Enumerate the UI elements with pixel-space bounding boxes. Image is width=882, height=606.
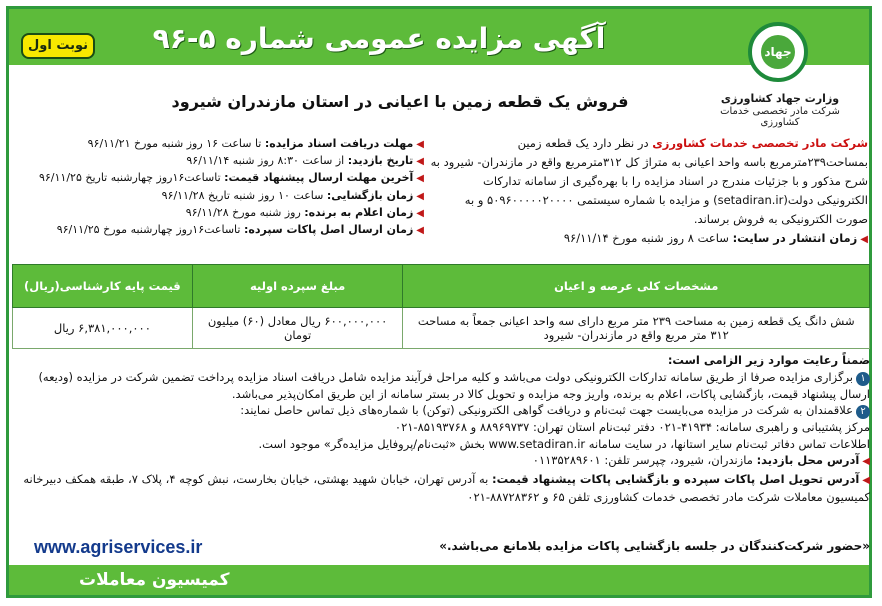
requirement-item: ۱برگزاری مزایده صرفا از طریق سامانه تدارکات الکترونیکی دولت می‌باشد و کلیه مراحل فرآیند مزایده شامل دریافت اسناد مزایده پرداخت تضمین شرکت در مزایده (ودیعه) ارسال پیشنهاد قیمت، بازگشایی پاکات، اعلام به برنده، واریز وجه مزایده و تحویل کالا در بستر سامانه از این طریق امکان‌پذیر می‌باشد. [38, 369, 870, 401]
registration-info: اطلاعات تماس دفاتر ثبت‌نام سایر استانها، در سایت سامانه www.setadiran.ir بخش «ثبت‌نام/پروفایل مزایده‌گر» موجود است. [258, 436, 870, 451]
logo-ministry-name: وزارت جهاد کشاورزی [720, 92, 840, 105]
requirements-heading: ضمناً رعایت موارد زیر الزامی است: [667, 353, 870, 367]
round-badge: نوبت اول [21, 33, 95, 59]
notice-title: آگهی مزایده عمومی شماره ۵-۹۶ [152, 22, 606, 55]
intro-text: در نظر دارد یک قطعه زمین بمساحت۲۳۹مترمربع باسه واحد اعیانی به متراژ کل ۳۱۲مترمربع واقع در مازندران- شیرود به شرح مذکور و با جزئیات مندرج در اسناد مزایده را با بهره‌گیری از سامانه تدارکات الکترونیکی دولت(setadiran.ir) و مزایده با شماره سیستمی ۵۰۹۶۰۰۰۰۰۲۰۰۰۰ و به صورت الکترونیکی به فروش برساند. [430, 136, 868, 226]
table-header: مشخصات کلی عرصه و اعیان [403, 265, 870, 308]
bullet-icon: ◀ [862, 474, 870, 486]
deadlines-list [12, 136, 424, 239]
header-band [9, 9, 869, 65]
table-header: مبلغ سپرده اولیه [192, 265, 403, 308]
deadline-item: ◀زمان اعلام به برنده: روز شنبه مورخ ۹۶/۱۱/۲۸ [185, 205, 424, 219]
requirements-section [12, 352, 870, 506]
publish-label: زمان انتشار در سایت: [732, 231, 858, 245]
intro-paragraph [430, 134, 868, 249]
table-cell: ۶,۳۸۱,۰۰۰,۰۰۰ ریال [13, 308, 193, 349]
bullet-icon: ◀ [416, 139, 424, 150]
ministry-logo [748, 22, 808, 82]
requirement-item: ۲علاقمندان به شرکت در مزایده می‌بایست جهت ثبت‌نام و دریافت گواهی الکترونیکی (توکن) با شماره‌های ذیل تماس حاصل نمایند: [12, 402, 870, 419]
visit-address: ◀آدرس محل بازدید: مازندران، شیرود، چپرسر تلفن: ۰۱۱۳۵۲۸۹۶۰۱ [532, 453, 870, 467]
closing-note: «حضور شرکت‌کنندگان در جلسه بازگشایی پاکات مزایده بلامانع می‌باشد.» [439, 539, 870, 553]
company-name: شرکت مادر تخصصی خدمات کشاورزی [652, 136, 868, 150]
support-contacts: مرکز پشتیبانی و راهبری سامانه: ۴۱۹۳۴-۰۲۱ دفتر ثبت‌نام استان تهران: ۸۸۹۶۹۷۳۷ و ۸۵۱۹۳۷۶۸-۰۲۱ [394, 420, 870, 434]
table-cell: ۶۰۰,۰۰۰,۰۰۰ ریال معادل (۶۰) میلیون تومان [192, 308, 403, 349]
logo-emblem: جهاد [761, 35, 795, 69]
deadline-item: ◀زمان ارسال اصل پاکات سپرده: تاساعت۱۶روز چهارشنبه مورخ ۹۶/۱۱/۲۵ [56, 223, 424, 237]
footer-committee: کمیسیون معاملات [79, 570, 230, 590]
deadline-item: ◀تاریخ بازدید: از ساعت ۸:۳۰ روز شنبه ۹۶/۱۱/۱۴ [186, 154, 424, 168]
logo-company-name: شرکت مادر تخصصی خدمات کشاورزی [720, 106, 840, 128]
deadline-item: ◀مهلت دریافت اسناد مزایده: تا ساعت ۱۶ روز شنبه مورخ ۹۶/۱۱/۲۱ [87, 137, 424, 150]
website-link[interactable]: www.agriservices.ir [34, 537, 203, 557]
publish-value: ساعت ۸ روز شنبه مورخ ۹۶/۱۱/۱۴ [563, 231, 733, 245]
bullet-icon: ◀ [416, 173, 424, 185]
table-header: قیمت پایه کارشناسی(ریال) [13, 265, 193, 308]
number-icon: ۲ [856, 405, 870, 419]
delivery-address: ◀آدرس تحویل اصل پاکات سپرده و بازگشایی پاکات پیشنهاد قیمت: به آدرس تهران، خیابان شهید بهشتی، خیابان بخارست، نبش کوچه ۴، پلاک ۷، طبقه همکف دبیرخانه کمیسیون معاملات شرکت مادر تخصصی خدمات کشاورزی تلفن ۶۵ و ۸۸۷۲۸۳۶۲-۰۲۱ [23, 471, 870, 504]
bullet-icon: ◀ [416, 207, 424, 219]
bullet-icon: ◀ [416, 225, 424, 237]
bullet-icon: ◀ [860, 234, 868, 245]
table-row [13, 308, 870, 349]
number-icon: ۱ [856, 372, 870, 386]
notice-subtitle: فروش یک قطعه زمین با اعیانی در استان مازندران شیرود [171, 92, 629, 111]
bullet-icon: ◀ [416, 190, 424, 202]
bullet-icon: ◀ [862, 456, 870, 467]
footer-band [9, 565, 869, 595]
auction-table [12, 264, 870, 349]
bullet-icon: ◀ [416, 156, 424, 168]
deadline-item: ◀آخرین مهلت ارسال پیشنهاد قیمت: تاساعت۱۶روز چهارشنبه تاریخ ۹۶/۱۱/۲۵ [38, 171, 424, 185]
table-cell: شش دانگ یک قطعه زمین به مساحت ۲۳۹ متر مربع دارای سه واحد اعیانی جمعاً به مساحت ۳۱۲ متر مربع واقع در مازندران- شیرود [403, 308, 870, 349]
table-header-row [13, 265, 870, 308]
deadline-item: ◀زمان بازگشایی: ساعت ۱۰ روز شنبه تاریخ ۹۶/۱۱/۲۸ [161, 188, 424, 202]
